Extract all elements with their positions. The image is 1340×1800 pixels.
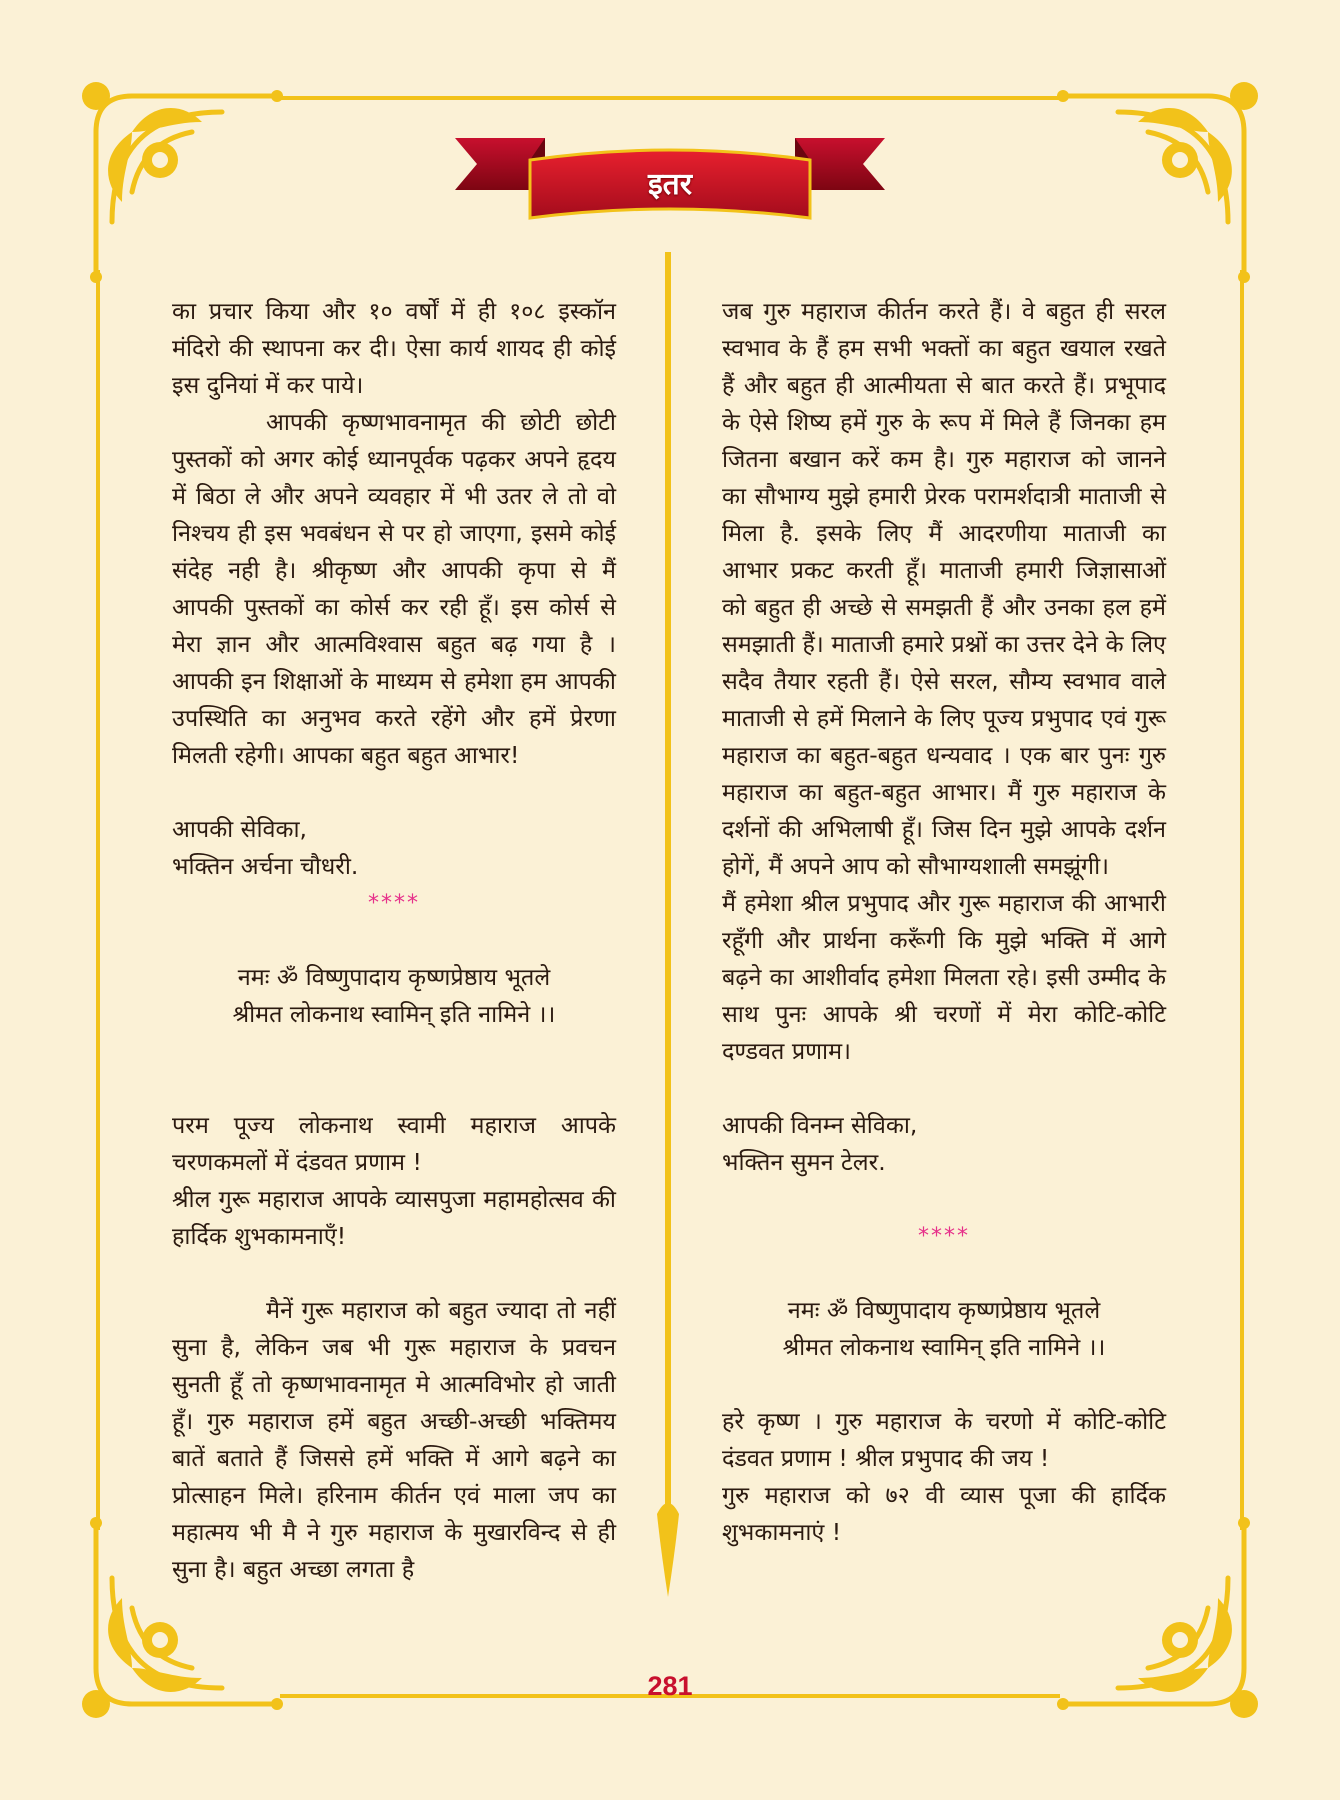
separator-stars: ****: [368, 891, 420, 916]
mantra-line: नमः ॐ विष्णुपादाय कृष्णप्रेष्ठाय भूतले: [237, 963, 551, 991]
paragraph: आपकी कृष्णभावनामृत की छोटी छोटी पुस्तकों को अगर कोई ध्यानपूर्वक पढ़कर अपने हृदय में बिठा ले और अपने व्यवहार में भी उतर ले तो वो निश्चय ही इस भवबंधन से पर हो जाएगा, इसमे कोई संदेह नही है। श्रीकृष्ण और आपकी कृपा से मैं आपकी पुस्तकों का कोर्स कर रही हूँ। इस कोर्स से मेरा ज्ञान और आत्मविश्वास बहुत बढ़ गया है । आपकी इन शिक्षाओं के माध्यम से हमेशा हम आपकी उपस्थिति का अनुभव करते रहेंगे और हमें प्रेरणा मिलती रहेगी। आपका बहुत बहुत आभार!: [172, 408, 616, 769]
greeting-line: परम पूज्य लोकनाथ स्वामी महाराज आपके चरणकमलों में दंडवत प्रणाम !: [172, 1111, 616, 1176]
mantra-line: नमः ॐ विष्णुपादाय कृष्णप्रेष्ठाय भूतले: [787, 1296, 1101, 1324]
frame-left-border: [96, 270, 100, 1530]
mantra-line: श्रीमत लोकनाथ स्वामिन् इति नामिने ।।: [232, 1000, 556, 1028]
page-title: इतर: [647, 167, 693, 202]
paragraph: मैनें गुरू महाराज को बहुत ज्यादा तो नहीं सुना है, लेकिन जब भी गुरू महाराज के प्रवचन सुनती हूँ तो कृष्णभावनामृत मे आत्मविभोर हो जाती हूँ। गुरु महाराज हमें बहुत अच्छी-अच्छी भक्तिमय बातें बताते हैं जिससे हमें भक्ति में आगे बढ़ने का प्रोत्साहन मिले। हरिनाम कीर्तन एवं माला जप का महात्मय भी मै ने गुरु महाराज के मुखारविन्द से ही सुना है। बहुत अच्छा लगता है: [172, 1296, 616, 1583]
corner-ornament-icon: [72, 72, 292, 292]
page-number: 281: [647, 1671, 693, 1701]
greeting-line: गुरु महाराज को ७२ वी व्यास पूजा की हार्दिक शुभकामनाएं !: [722, 1481, 1166, 1546]
corner-ornament-icon: [1048, 72, 1268, 292]
right-column: [722, 293, 1166, 1551]
signature-name: भक्तिन सुमन टेलर.: [722, 1148, 886, 1176]
column-divider-icon: [653, 252, 683, 1597]
greeting-line: हरे कृष्ण । गुरु महाराज के चरणो में कोटि-कोटि दंडवत प्रणाम ! श्रील प्रभुपाद की जय !: [722, 1407, 1166, 1472]
frame-right-border: [1240, 270, 1244, 1530]
signature-line: आपकी सेविका,: [172, 815, 307, 843]
separator-stars: ****: [918, 1224, 970, 1249]
paragraph: मैं हमेशा श्रील प्रभुपाद और गुरू महाराज की आभारी रहूँगी और प्रार्थना करूँगी कि मुझे भक्ति में आगे बढ़ने का आशीर्वाद हमेशा मिलता रहे। इसी उम्मीद के साथ पुनः आपके श्री चरणों में मेरा कोटि-कोटि दण्डवत प्रणाम।: [722, 889, 1166, 1065]
mantra-line: श्रीमत लोकनाथ स्वामिन् इति नामिने ।।: [782, 1333, 1106, 1361]
left-column: [172, 293, 616, 1588]
signature-name: भक्तिन अर्चना चौधरी.: [172, 852, 359, 880]
paragraph: का प्रचार किया और १० वर्षों में ही १०८ इस्कॉन मंदिरो की स्थापना कर दी। ऐसा कार्य शायद ही कोई इस दुनियां में कर पाये।: [172, 297, 616, 399]
paragraph: जब गुरु महाराज कीर्तन करते हैं। वे बहुत ही सरल स्वभाव के हैं हम सभी भक्तों का बहुत खयाल रखते हैं और बहुत ही आत्मीयता से बात करते हैं। प्रभूपाद के ऐसे शिष्य हमें गुरु के रूप में मिले हैं जिनका हम जितना बखान करें कम है। गुरु महाराज को जानने का सौभाग्य मुझे हमारी प्रेरक परामर्शदात्री माताजी से मिला है. इसके लिए मैं आदरणीया माताजी का आभार प्रकट करती हूँ। माताजी हमारी जिज्ञासाओं को बहुत ही अच्छे से समझती हैं और उनका हल हमें समझाती हैं। माताजी हमारे प्रश्नों का उत्तर देने के लिए सदैव तैयार रहती हैं। ऐसे सरल, सौम्य स्वभाव वाले माताजी से हमें मिलाने के लिए पूज्य प्रभुपाद एवं गुरू महाराज का बहुत-बहुत धन्यवाद । एक बार पुनः गुरु महाराज का बहुत-बहुत आभार। मैं गुरु महाराज के दर्शनों की अभिलाषी हूँ। जिस दिन मुझे आपके दर्शन होगें, मैं अपने आप को सौभाग्यशाली समझूंगी।: [722, 297, 1166, 880]
greeting-line: श्रील गुरू महाराज आपके व्यासपुजा महामहोत्सव की हार्दिक शुभकामनाएँ!: [172, 1185, 616, 1250]
frame-top-border: [280, 96, 1060, 100]
signature-line: आपकी विनम्न सेविका,: [722, 1111, 918, 1139]
